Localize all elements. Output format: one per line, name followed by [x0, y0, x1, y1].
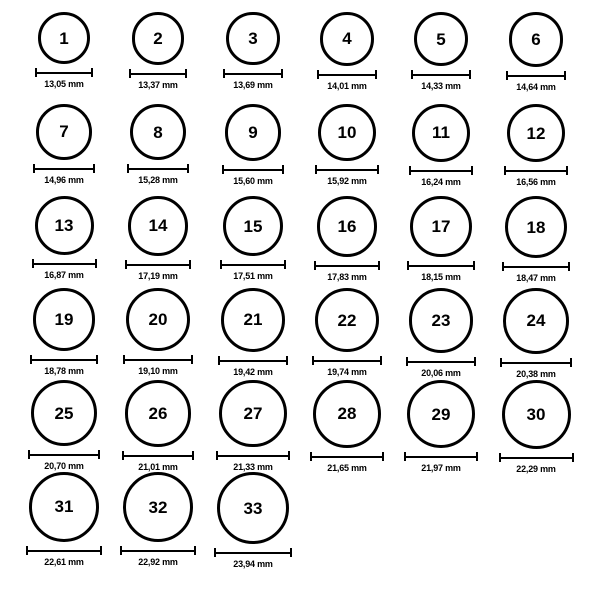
ring-size-number: 31	[54, 497, 74, 517]
ring-circle-wrap	[221, 288, 285, 352]
measure-tick-right	[564, 71, 566, 80]
ring-size-number: 12	[526, 123, 546, 143]
diameter-measure-bar	[28, 450, 100, 459]
ring-size-cell	[111, 288, 205, 376]
diameter-label: 13,05 mm	[44, 79, 84, 89]
ring-circle	[226, 12, 279, 65]
measure-line	[411, 74, 471, 76]
ring-size-cell	[111, 472, 205, 567]
ring-size-number: 13	[54, 216, 74, 235]
ring-circle-wrap	[502, 380, 571, 449]
diameter-measure-bar	[406, 357, 477, 366]
ring-size-cell	[394, 104, 488, 187]
measure-tick-left	[220, 260, 222, 269]
measure-tick-left	[26, 546, 28, 555]
ring-size-number: 10	[337, 123, 357, 143]
ring-circle-wrap	[33, 288, 96, 351]
ring-size-number: 2	[153, 28, 163, 48]
diameter-measure-bar	[310, 452, 384, 461]
ring-circle	[414, 12, 468, 66]
measure-line	[120, 550, 196, 552]
diameter-measure-bar	[123, 355, 192, 364]
diameter-label: 14,96 mm	[44, 174, 84, 185]
ring-size-number: 14	[148, 216, 168, 236]
diameter-label: 21,33 mm	[233, 462, 273, 473]
measure-tick-left	[223, 69, 225, 78]
ring-circle-wrap	[125, 380, 192, 447]
measure-line	[500, 362, 572, 364]
ring-size-number: 17	[431, 217, 451, 237]
measure-line	[28, 454, 100, 456]
ring-size-cell	[394, 196, 488, 282]
diameter-measure-bar	[122, 451, 195, 460]
diameter-measure-bar	[35, 68, 93, 77]
diameter-label: 20,38 mm	[516, 368, 556, 379]
ring-circle	[313, 380, 381, 448]
diameter-measure-bar	[129, 69, 188, 78]
ring-circle-wrap	[407, 380, 475, 448]
diameter-measure-bar	[315, 165, 378, 174]
measure-line	[506, 75, 567, 77]
diameter-label: 15,92 mm	[327, 176, 367, 187]
ring-circle-wrap	[313, 380, 381, 448]
ring-size-cell	[206, 380, 300, 472]
measure-line	[220, 264, 286, 266]
ring-circle-wrap	[315, 288, 379, 352]
ring-size-number: 32	[148, 497, 168, 517]
diameter-measure-bar	[33, 164, 95, 173]
measure-tick-right	[382, 452, 384, 461]
ring-circle-wrap	[217, 472, 289, 544]
ring-size-cell	[17, 104, 111, 185]
measure-tick-left	[504, 166, 506, 175]
ring-size-cell	[111, 196, 205, 281]
ring-size-number: 28	[337, 404, 357, 424]
measure-tick-left	[499, 453, 501, 462]
measure-line	[504, 170, 568, 172]
measure-tick-right	[572, 453, 574, 462]
ring-circle	[509, 12, 564, 67]
ring-size-cell	[111, 380, 205, 472]
ring-size-cell	[206, 196, 300, 281]
measure-tick-left	[122, 451, 124, 460]
diameter-measure-bar	[120, 546, 196, 555]
ring-circle	[317, 196, 378, 257]
ring-circle	[130, 104, 186, 160]
diameter-measure-bar	[504, 166, 568, 175]
measure-tick-left	[222, 165, 224, 174]
diameter-measure-bar	[404, 452, 478, 461]
ring-circle	[407, 380, 475, 448]
diameter-measure-bar	[409, 166, 473, 175]
measure-line	[317, 74, 377, 76]
diameter-label: 21,65 mm	[327, 462, 367, 473]
ring-size-cell	[206, 104, 300, 186]
diameter-label: 19,42 mm	[233, 366, 273, 377]
diameter-measure-bar	[30, 355, 99, 364]
measure-tick-left	[123, 355, 125, 364]
measure-tick-right	[288, 451, 290, 460]
diameter-label: 22,61 mm	[44, 556, 84, 567]
measure-tick-left	[218, 356, 220, 365]
ring-size-cell	[489, 288, 583, 379]
diameter-label: 14,64 mm	[516, 81, 556, 92]
ring-size-cell	[394, 380, 488, 473]
measure-tick-left	[120, 546, 122, 555]
measure-tick-right	[100, 546, 102, 555]
ring-circle-wrap	[38, 12, 90, 64]
diameter-measure-bar	[127, 164, 189, 173]
diameter-label: 23,94 mm	[233, 559, 273, 569]
ring-size-number: 19	[54, 309, 74, 329]
ring-size-cell	[17, 12, 111, 89]
measure-tick-left	[315, 165, 317, 174]
measure-line	[129, 73, 188, 75]
diameter-label: 17,51 mm	[233, 271, 273, 282]
ring-size-number: 8	[153, 122, 163, 142]
ring-size-cell	[17, 472, 111, 567]
ring-circle-wrap	[509, 12, 564, 67]
ring-circle	[409, 288, 474, 353]
ring-size-cell	[17, 380, 111, 471]
ring-size-number: 15	[243, 216, 263, 236]
diameter-measure-bar	[407, 261, 474, 270]
measure-tick-left	[317, 70, 319, 79]
ring-size-cell	[300, 288, 394, 377]
measure-tick-left	[314, 261, 316, 270]
ring-size-number: 23	[431, 310, 451, 330]
measure-tick-right	[473, 261, 475, 270]
diameter-label: 13,69 mm	[233, 80, 273, 91]
ring-circle	[36, 104, 92, 160]
ring-size-number: 1	[59, 28, 69, 48]
ring-circle-wrap	[123, 472, 193, 542]
diameter-label: 14,33 mm	[421, 81, 461, 92]
ring-size-cell	[394, 288, 488, 378]
diameter-measure-bar	[500, 358, 572, 367]
diameter-measure-bar	[411, 70, 471, 79]
ring-circle-wrap	[132, 12, 185, 65]
ring-circle	[221, 288, 285, 352]
diameter-measure-bar	[502, 262, 570, 271]
ring-circle-wrap	[505, 196, 567, 258]
measure-tick-left	[409, 166, 411, 175]
measure-line	[499, 457, 574, 459]
ring-size-cell	[489, 196, 583, 283]
measure-tick-right	[566, 166, 568, 175]
ring-circle-wrap	[410, 196, 471, 257]
ring-circle-wrap	[29, 472, 99, 542]
ring-circle-wrap	[412, 104, 470, 162]
ring-circle-wrap	[503, 288, 569, 354]
measure-line	[312, 360, 382, 362]
measure-tick-right	[570, 358, 572, 367]
measure-tick-right	[192, 451, 194, 460]
measure-tick-right	[474, 357, 476, 366]
measure-line	[216, 455, 289, 457]
diameter-label: 13,37 mm	[138, 79, 178, 90]
ring-size-number: 26	[148, 403, 168, 423]
ring-circle	[502, 380, 571, 449]
measure-tick-left	[33, 164, 35, 173]
ring-size-cell	[17, 196, 111, 280]
diameter-measure-bar	[499, 453, 574, 462]
ring-circle-wrap	[219, 380, 286, 447]
measure-line	[223, 73, 282, 75]
measure-tick-right	[568, 262, 570, 271]
ring-circle-wrap	[507, 104, 565, 162]
ring-circle-wrap	[126, 288, 189, 351]
measure-line	[407, 265, 474, 267]
ring-size-number: 25	[54, 403, 74, 423]
measure-tick-right	[375, 70, 377, 79]
measure-tick-left	[32, 259, 34, 268]
diameter-label: 19,10 mm	[138, 366, 178, 377]
diameter-measure-bar	[214, 548, 292, 557]
measure-tick-left	[506, 71, 508, 80]
diameter-measure-bar	[317, 70, 377, 79]
diameter-label: 15,28 mm	[138, 175, 178, 186]
ring-size-cell	[489, 104, 583, 187]
measure-line	[404, 456, 478, 458]
measure-tick-left	[406, 357, 408, 366]
measure-line	[35, 72, 93, 74]
ring-circle-wrap	[130, 104, 186, 160]
ring-size-number: 33	[243, 498, 263, 518]
measure-tick-left	[28, 450, 30, 459]
measure-line	[315, 169, 378, 171]
ring-size-cell	[206, 12, 300, 90]
measure-tick-right	[281, 69, 283, 78]
ring-size-cell	[206, 288, 300, 377]
ring-circle	[29, 472, 99, 542]
ring-circle	[315, 288, 379, 352]
ring-size-number: 24	[526, 311, 546, 331]
diameter-measure-bar	[223, 69, 282, 78]
ring-circle-wrap	[318, 104, 375, 161]
diameter-label: 22,92 mm	[138, 557, 178, 568]
diameter-label: 22,29 mm	[516, 464, 556, 474]
ring-circle	[219, 380, 286, 447]
ring-circle	[38, 12, 90, 64]
diameter-label: 21,97 mm	[421, 463, 461, 474]
measure-tick-left	[411, 70, 413, 79]
measure-line	[406, 361, 477, 363]
measure-line	[214, 552, 292, 554]
ring-circle	[223, 196, 283, 256]
diameter-measure-bar	[32, 259, 97, 268]
measure-line	[314, 265, 381, 267]
measure-tick-right	[377, 165, 379, 174]
ring-size-number: 11	[432, 123, 450, 143]
measure-tick-right	[286, 356, 288, 365]
measure-tick-left	[500, 358, 502, 367]
measure-tick-left	[216, 451, 218, 460]
ring-size-number: 20	[148, 310, 168, 330]
measure-line	[30, 359, 99, 361]
diameter-measure-bar	[314, 261, 381, 270]
ring-size-number: 18	[526, 217, 546, 237]
measure-tick-right	[380, 356, 382, 365]
diameter-label: 18,15 mm	[421, 272, 461, 283]
measure-tick-right	[290, 548, 292, 557]
measure-line	[122, 455, 195, 457]
measure-tick-right	[284, 260, 286, 269]
measure-tick-right	[194, 546, 196, 555]
diameter-measure-bar	[216, 451, 289, 460]
ring-size-number: 7	[59, 122, 69, 142]
ring-circle-wrap	[36, 104, 92, 160]
measure-tick-right	[91, 68, 93, 77]
ring-circle	[31, 380, 97, 446]
measure-line	[123, 359, 192, 361]
diameter-measure-bar	[312, 356, 382, 365]
measure-tick-right	[187, 164, 189, 173]
measure-tick-right	[471, 166, 473, 175]
diameter-label: 18,78 mm	[44, 365, 84, 376]
diameter-measure-bar	[125, 260, 191, 269]
ring-circle	[412, 104, 470, 162]
ring-circle	[505, 196, 567, 258]
ring-size-number: 27	[243, 404, 263, 424]
diameter-measure-bar	[218, 356, 288, 365]
ring-size-number: 21	[243, 310, 263, 330]
measure-line	[222, 169, 285, 171]
diameter-measure-bar	[26, 546, 102, 555]
ring-circle	[225, 104, 282, 161]
ring-size-number: 6	[531, 29, 541, 49]
measure-tick-right	[98, 450, 100, 459]
measure-line	[26, 550, 102, 552]
diameter-measure-bar	[222, 165, 285, 174]
measure-line	[127, 168, 189, 170]
ring-circle-wrap	[317, 196, 378, 257]
ring-size-cell	[300, 380, 394, 473]
ring-circle-wrap	[225, 104, 282, 161]
diameter-label: 17,83 mm	[327, 271, 367, 282]
ring-circle-wrap	[320, 12, 374, 66]
ring-circle	[507, 104, 565, 162]
measure-line	[310, 456, 384, 458]
diameter-label: 16,87 mm	[44, 270, 84, 280]
measure-line	[125, 264, 191, 266]
measure-tick-right	[185, 69, 187, 78]
ring-circle	[217, 472, 289, 544]
ring-size-number: 16	[337, 216, 357, 236]
ring-circle	[128, 196, 188, 256]
measure-tick-left	[35, 68, 37, 77]
ring-size-cell	[489, 12, 583, 92]
measure-tick-left	[310, 452, 312, 461]
ring-size-cell	[300, 196, 394, 282]
ring-circle	[123, 472, 193, 542]
ring-size-cell	[206, 472, 300, 569]
diameter-label: 16,56 mm	[516, 177, 556, 188]
measure-tick-right	[93, 164, 95, 173]
measure-tick-right	[378, 261, 380, 270]
diameter-label: 21,01 mm	[138, 461, 178, 472]
measure-tick-right	[469, 70, 471, 79]
diameter-label: 14,01 mm	[327, 80, 367, 91]
measure-tick-right	[191, 355, 193, 364]
measure-tick-right	[282, 165, 284, 174]
ring-size-number: 5	[436, 29, 446, 49]
ring-circle	[35, 196, 94, 255]
ring-size-cell	[300, 104, 394, 186]
ring-size-number: 3	[248, 29, 258, 49]
ring-size-cell	[394, 12, 488, 91]
ring-size-number: 4	[342, 29, 352, 49]
diameter-label: 17,19 mm	[138, 270, 178, 281]
ring-circle-wrap	[226, 12, 279, 65]
diameter-label: 18,47 mm	[516, 273, 556, 283]
measure-tick-right	[95, 259, 97, 268]
ring-circle	[125, 380, 192, 447]
ring-circle	[126, 288, 189, 351]
measure-tick-left	[407, 261, 409, 270]
diameter-label: 20,70 mm	[44, 461, 84, 471]
diameter-label: 16,24 mm	[421, 176, 461, 187]
measure-line	[409, 170, 473, 172]
ring-size-number: 29	[431, 404, 451, 424]
ring-circle-wrap	[223, 196, 283, 256]
measure-tick-right	[189, 260, 191, 269]
ring-size-cell	[489, 380, 583, 474]
diameter-label: 20,06 mm	[421, 367, 461, 378]
diameter-measure-bar	[506, 71, 567, 80]
measure-tick-right	[96, 355, 98, 364]
measure-line	[32, 263, 97, 265]
measure-line	[33, 168, 95, 170]
measure-tick-right	[476, 452, 478, 461]
measure-tick-left	[502, 262, 504, 271]
ring-circle-wrap	[409, 288, 474, 353]
measure-tick-left	[404, 452, 406, 461]
ring-circle-wrap	[35, 196, 94, 255]
ring-circle-wrap	[128, 196, 188, 256]
ring-size-number: 30	[526, 405, 546, 424]
measure-tick-left	[129, 69, 131, 78]
ring-circle	[318, 104, 375, 161]
ring-size-cell	[300, 12, 394, 91]
ring-circle	[320, 12, 374, 66]
ring-size-cell	[111, 12, 205, 90]
ring-size-cell	[17, 288, 111, 376]
diameter-label: 15,60 mm	[233, 175, 273, 186]
measure-tick-left	[214, 548, 216, 557]
measure-tick-left	[127, 164, 129, 173]
ring-circle	[132, 12, 185, 65]
ring-circle	[410, 196, 471, 257]
measure-tick-left	[30, 355, 32, 364]
ring-circle-wrap	[31, 380, 97, 446]
ring-size-cell	[111, 104, 205, 185]
ring-circle	[33, 288, 96, 351]
diameter-label: 19,74 mm	[327, 367, 367, 378]
ring-size-number: 22	[337, 310, 357, 330]
ring-size-number: 9	[248, 122, 258, 142]
diameter-measure-bar	[220, 260, 286, 269]
ring-circle	[503, 288, 569, 354]
measure-tick-left	[125, 260, 127, 269]
measure-tick-left	[312, 356, 314, 365]
measure-line	[502, 266, 570, 268]
measure-line	[218, 360, 288, 362]
ring-circle-wrap	[414, 12, 468, 66]
